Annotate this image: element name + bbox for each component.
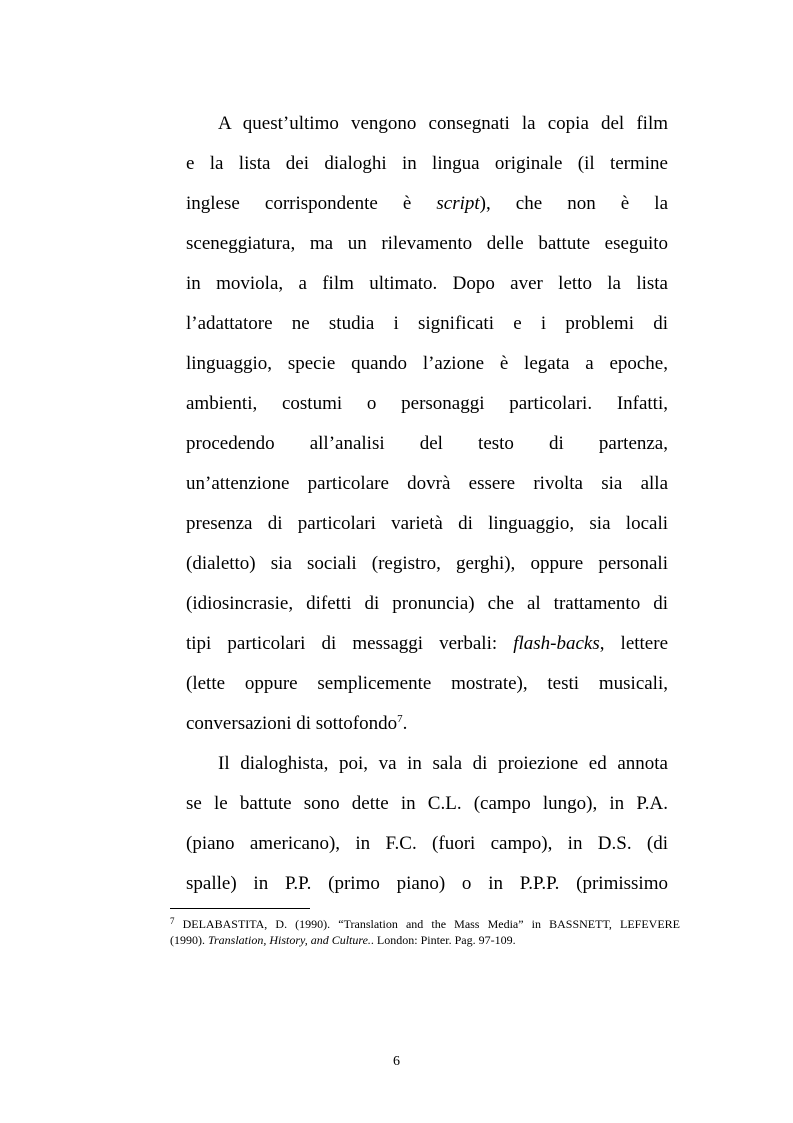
body-line: sceneggiatura, ma un rilevamento delle battute eseguito: [186, 233, 668, 254]
body-line: procedendo all’analisi del testo di partenza,: [186, 433, 668, 454]
body-line: (piano americano), in F.C. (fuori campo), in D.S. (di: [186, 833, 668, 854]
footnote-line: $^7$ DELABASTITA, D. (1990). “Translation and the Mass Media” in BASSNETT, LEFEVERE: [170, 916, 681, 931]
body-line: A quest’ultimo vengono consegnati la copia del film: [218, 113, 668, 134]
italic-term-flash-backs: flash-backs: [513, 633, 600, 654]
body-line: Il dialoghista, poi, va in sala di proiezione ed annota: [218, 753, 668, 774]
body-line: (dialetto) sia sociali (registro, gerghi), oppure personali: [186, 553, 668, 574]
body-line: ambienti, costumi o personaggi particolari. Infatti,: [186, 393, 668, 414]
body-line: conversazioni di sottofondo$^7$.: [186, 713, 408, 734]
body-line: inglese corrispondente è script), che non è la: [186, 193, 669, 214]
body-line: in moviola, a film ultimato. Dopo aver letto la lista: [186, 273, 668, 294]
body-line: presenza di particolari varietà di linguaggio, sia locali: [186, 513, 668, 534]
body-line: e la lista dei dialoghi in lingua originale (il termine: [186, 153, 668, 174]
body-line: un’attenzione particolare dovrà essere rivolta sia alla: [186, 473, 668, 494]
footnote-reference[interactable]: 7: [397, 713, 403, 725]
page-number: 6: [393, 1054, 400, 1069]
body-line: spalle) in P.P. (primo piano) o in P.P.P. (primissimo: [186, 873, 668, 894]
body-line: (idiosincrasie, difetti di pronuncia) che al trattamento di: [186, 593, 668, 614]
body-line: l’adattatore ne studia i significati e i problemi di: [186, 313, 668, 334]
italic-term-script: script: [436, 193, 480, 214]
footnote-marker: 7: [170, 916, 175, 926]
body-line: linguaggio, specie quando l’azione è legata a epoche,: [186, 353, 668, 374]
body-line: se le battute sono dette in C.L. (campo lungo), in P.A.: [186, 793, 668, 814]
footnote-line: (1990). Translation, History, and Culture.. London: Pinter. Pag. 97-109.: [170, 933, 516, 947]
footnote-book-title: Translation, History, and Culture.: [208, 933, 371, 947]
body-line: (lette oppure semplicemente mostrate), testi musicali,: [186, 673, 668, 694]
body-line: tipi particolari di messaggi verbali: flash-backs, lettere: [186, 633, 668, 654]
footnote-separator: [170, 908, 310, 909]
